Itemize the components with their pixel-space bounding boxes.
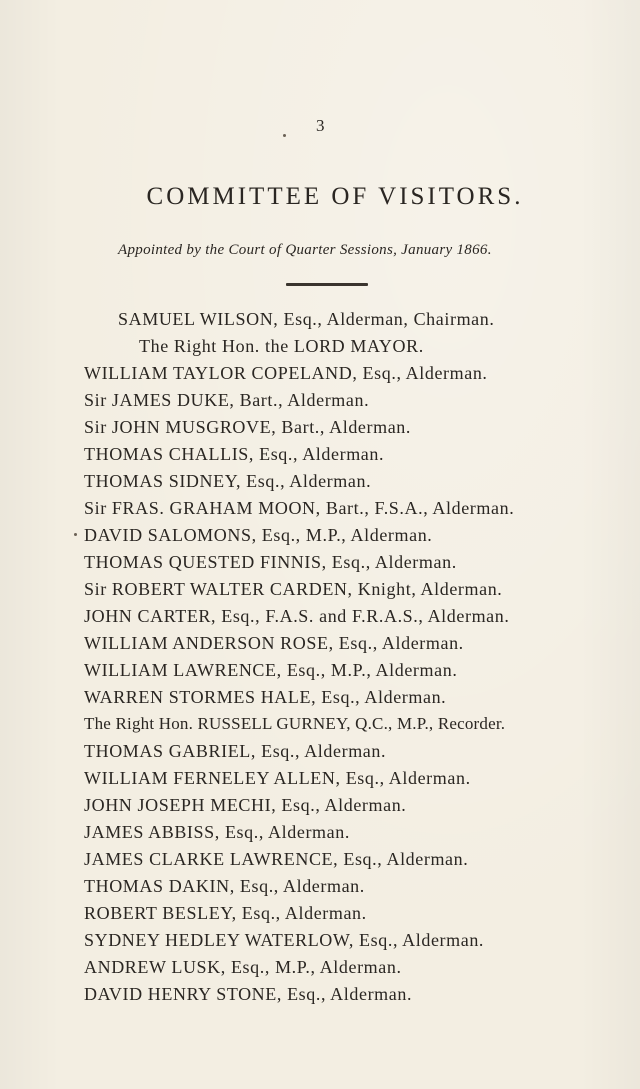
- divider-rule: [286, 283, 368, 286]
- list-item: DAVID SALOMONS, Esq., M.P., Alderman.: [84, 525, 433, 545]
- page-title: COMMITTEE OF VISITORS.: [146, 183, 524, 210]
- list-item: Sir FRAS. GRAHAM MOON, Bart., F.S.A., Alderman.: [84, 498, 515, 518]
- list-item: JOHN CARTER, Esq., F.A.S. and F.R.A.S., Alderman.: [84, 606, 510, 626]
- list-item: WARREN STORMES HALE, Esq., Alderman.: [84, 687, 447, 707]
- list-item: ROBERT BESLEY, Esq., Alderman.: [84, 903, 367, 923]
- list-item: THOMAS DAKIN, Esq., Alderman.: [84, 876, 365, 896]
- list-item: WILLIAM LAWRENCE, Esq., M.P., Alderman.: [84, 660, 458, 680]
- list-item: THOMAS CHALLIS, Esq., Alderman.: [84, 444, 385, 464]
- list-item: SAMUEL WILSON, Esq., Alderman, Chairman.: [118, 309, 495, 329]
- list-item: SYDNEY HEDLEY WATERLOW, Esq., Alderman.: [84, 930, 485, 950]
- list-item: WILLIAM ANDERSON ROSE, Esq., Alderman.: [84, 633, 464, 653]
- list-item: WILLIAM TAYLOR COPELAND, Esq., Alderman.: [84, 363, 488, 383]
- ink-speck: [283, 134, 286, 137]
- list-item: THOMAS GABRIEL, Esq., Alderman.: [84, 741, 387, 761]
- list-item: WILLIAM FERNELEY ALLEN, Esq., Alderman.: [84, 768, 471, 788]
- list-item: JOHN JOSEPH MECHI, Esq., Alderman.: [84, 795, 407, 815]
- page-subtitle: Appointed by the Court of Quarter Sessions, January 1866.: [118, 242, 492, 258]
- list-item: Sir JAMES DUKE, Bart., Alderman.: [84, 390, 370, 410]
- page-number: 3: [316, 116, 325, 135]
- list-item: The Right Hon. RUSSELL GURNEY, Q.C., M.P., Recorder.: [84, 714, 506, 733]
- list-item: ANDREW LUSK, Esq., M.P., Alderman.: [84, 957, 402, 977]
- list-item: THOMAS SIDNEY, Esq., Alderman.: [84, 471, 372, 491]
- list-item: Sir ROBERT WALTER CARDEN, Knight, Alderman.: [84, 579, 503, 599]
- list-item: THOMAS QUESTED FINNIS, Esq., Alderman.: [84, 552, 457, 572]
- ink-speck: [74, 533, 77, 536]
- list-item: DAVID HENRY STONE, Esq., Alderman.: [84, 984, 413, 1004]
- list-item: Sir JOHN MUSGROVE, Bart., Alderman.: [84, 417, 411, 437]
- list-item: The Right Hon. the LORD MAYOR.: [139, 336, 424, 356]
- list-item: JAMES CLARKE LAWRENCE, Esq., Alderman.: [84, 849, 469, 869]
- list-item: JAMES ABBISS, Esq., Alderman.: [84, 822, 350, 842]
